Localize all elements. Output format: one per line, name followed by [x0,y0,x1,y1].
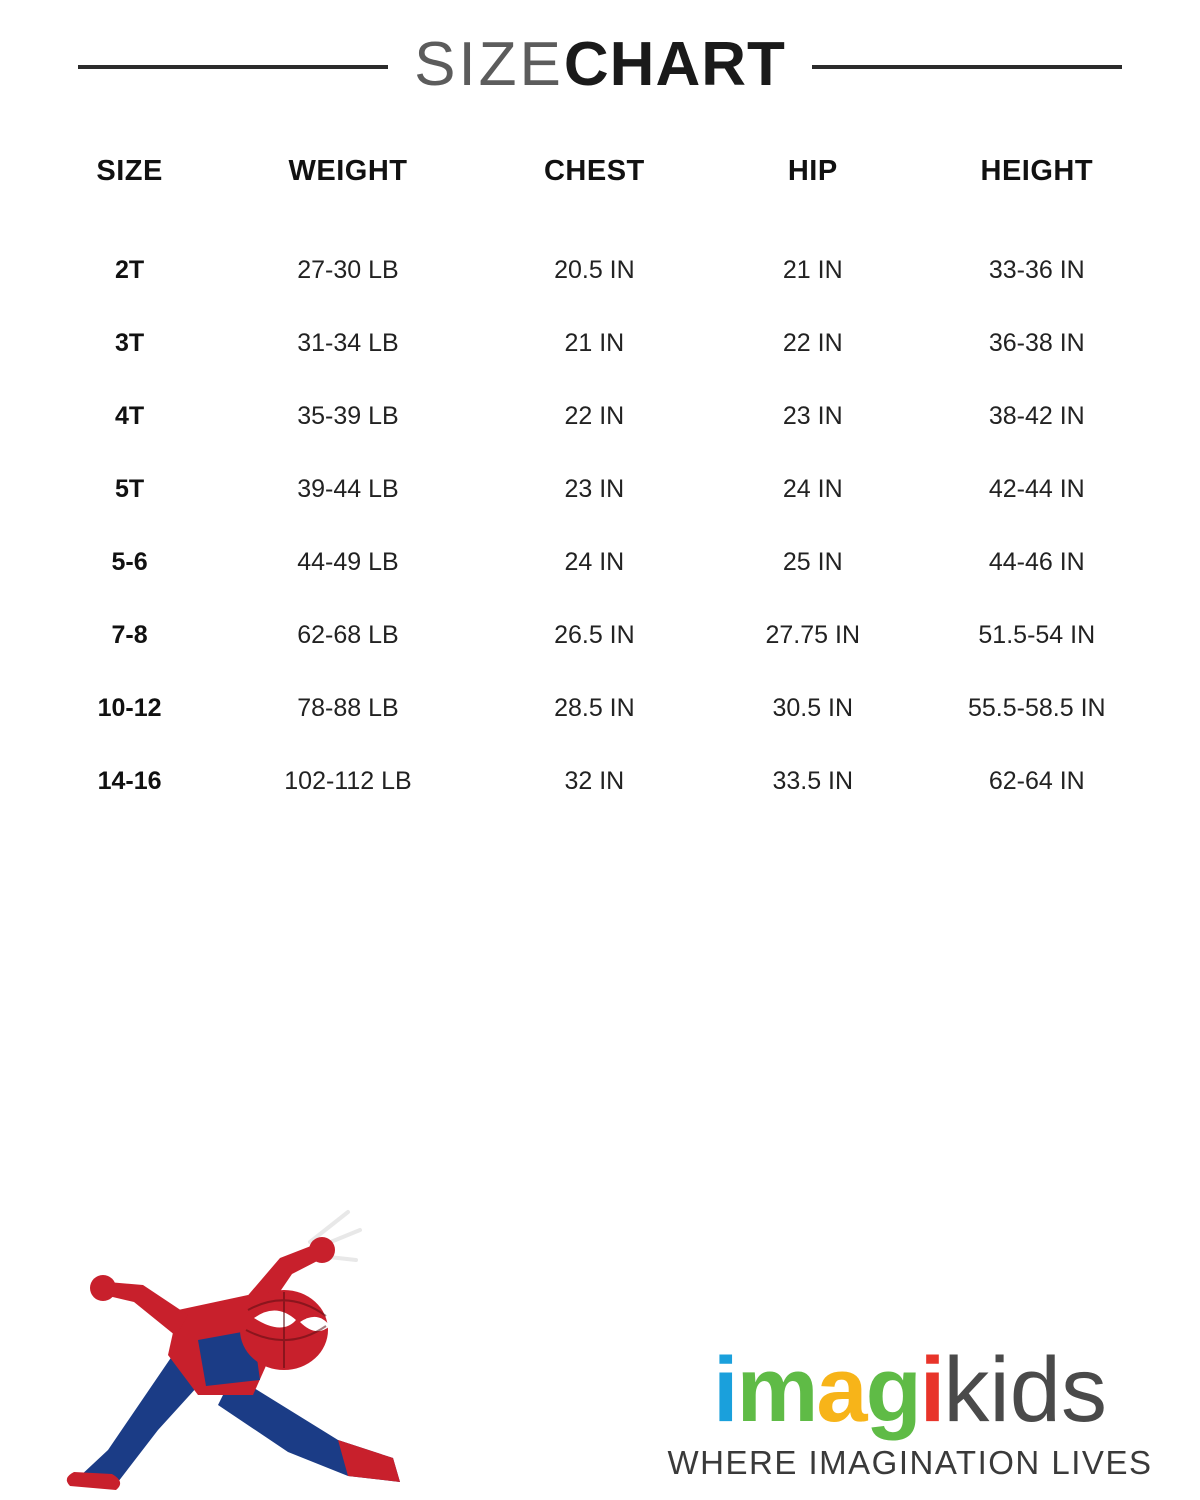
cell-size: 4T [115,402,145,430]
table-row [40,745,1160,818]
cell-hip: 33.5 IN [772,767,854,795]
column-header-weight: WEIGHT [288,155,408,187]
cell-weight: 44-49 LB [297,548,399,576]
page-title-light: SIZE [414,30,564,99]
column-header-height: HEIGHT [980,155,1094,187]
cell-weight: 39-44 LB [297,475,399,503]
cell-height: 51.5-54 IN [978,621,1096,649]
size-table-body [40,234,1160,818]
brand-tagline: WHERE IMAGINATION LIVES [667,1444,1153,1481]
cell-weight: 27-30 LB [297,256,399,284]
cell-hip: 25 IN [782,548,843,576]
cell-hip: 24 IN [782,475,843,503]
cell-size: 10-12 [97,694,162,722]
cell-chest: 23 IN [564,475,625,503]
cell-hip: 23 IN [782,402,843,430]
brand-letter-i1: i [713,1338,737,1441]
column-header-hip: HIP [787,155,838,187]
cell-height: 55.5-58.5 IN [967,694,1106,722]
cell-height: 42-44 IN [988,475,1085,503]
cell-hip: 22 IN [782,329,843,357]
header-rule-right [812,65,1122,69]
table-row [40,307,1160,380]
brand-wordmark [650,1338,1170,1441]
cell-chest: 32 IN [564,767,625,795]
cell-hip: 30.5 IN [772,694,854,722]
cell-size: 5-6 [111,548,148,576]
cell-hip: 27.75 IN [765,621,861,649]
page-title [414,30,786,100]
size-table-container [0,154,1200,818]
spiderman-illustration [48,1190,418,1490]
page-footer [0,1170,1200,1500]
cell-height: 33-36 IN [988,256,1085,284]
header-rule-left [78,65,388,69]
cell-chest: 21 IN [564,329,625,357]
table-row [40,672,1160,745]
table-row [40,453,1160,526]
cell-weight: 31-34 LB [297,329,399,357]
table-header-row [40,154,1160,234]
brand-letter-g: g [865,1338,920,1441]
table-row [40,599,1160,672]
brand-letter-a: a [816,1338,866,1441]
size-table [40,154,1160,818]
table-row [40,234,1160,307]
cell-size: 7-8 [111,621,148,649]
cell-size: 14-16 [97,767,162,795]
page-title-bold: CHART [563,30,786,99]
cell-weight: 78-88 LB [297,694,399,722]
brand-letter-m: m [736,1338,817,1441]
cell-chest: 22 IN [564,402,625,430]
brand-letter-i2: i [919,1338,944,1441]
cell-height: 44-46 IN [988,548,1085,576]
brand-suffix-kids: kids [943,1338,1107,1441]
column-header-size: SIZE [96,155,163,187]
cell-chest: 26.5 IN [554,621,635,649]
cell-size: 5T [115,475,145,503]
cell-size: 3T [115,329,145,357]
table-row [40,380,1160,453]
cell-weight: 62-68 LB [297,621,399,649]
cell-weight: 35-39 LB [297,402,399,430]
brand-logo [650,1338,1170,1482]
cell-height: 36-38 IN [988,329,1085,357]
cell-chest: 20.5 IN [554,256,635,284]
cell-chest: 24 IN [564,548,625,576]
cell-chest: 28.5 IN [554,694,635,722]
table-row [40,526,1160,599]
page-header [0,0,1200,100]
column-header-chest: CHEST [543,155,645,187]
cell-height: 38-42 IN [988,402,1085,430]
cell-size: 2T [115,256,145,284]
cell-hip: 21 IN [782,256,843,284]
cell-height: 62-64 IN [988,767,1085,795]
size-table-head [40,154,1160,234]
cell-weight: 102-112 LB [284,767,412,795]
